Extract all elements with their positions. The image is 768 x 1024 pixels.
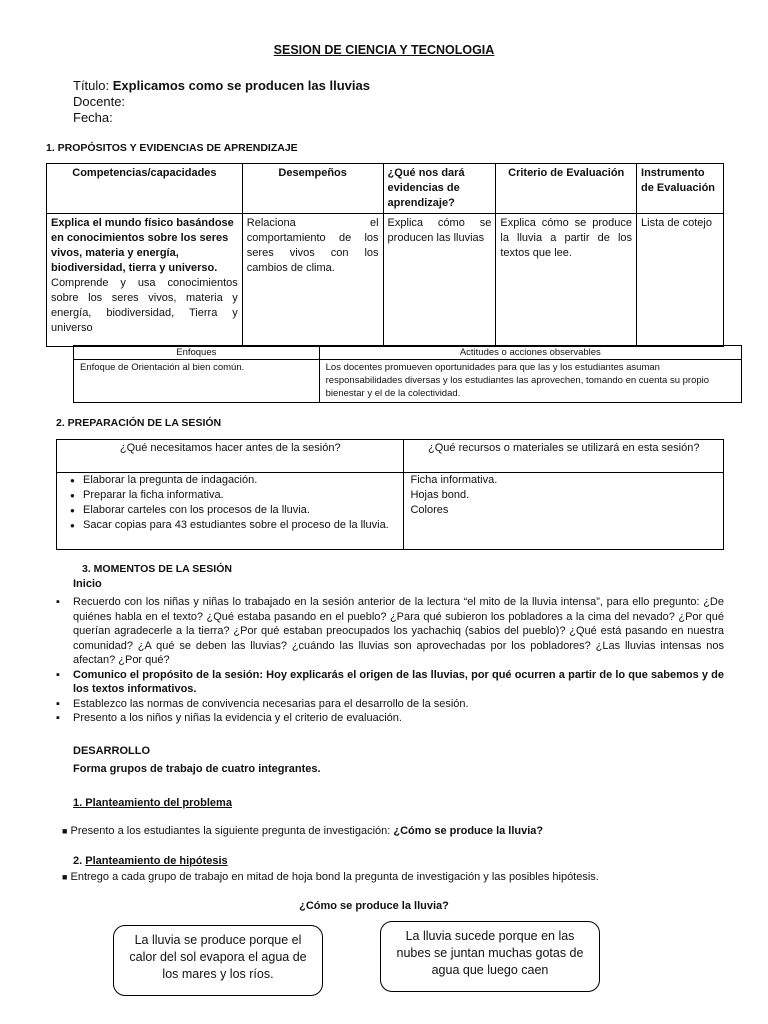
prep-tasks-cell [57,473,404,550]
step2-heading [73,855,228,867]
enfoques-table [73,345,742,403]
center-question: ¿Cómo se produce la lluvia? [299,900,449,912]
actitudes-cell: Los docentes promueven oportunidades para que las y los estudiantes asuman responsabilidades diversas y los estudiantes las aprovechen, tomando en cuenta su propio bienestar y el de la colectividad. [319,360,741,403]
list-item: Colores [410,504,449,516]
step1-line [62,825,543,837]
inicio-bullet-2: ▪ Comunico el propósito de la sesión: Hoy explicarás el origen de las lluvias, por qué ocurren a partir de lo que sabemos y de los textos informativos. [56,668,724,697]
fecha-label: Fecha: [73,110,113,125]
docente-label: Docente: [73,94,126,109]
document-title: SESION DE CIENCIA Y TECNOLOGIA [273,43,495,57]
section1-heading: 1. PROPÓSITOS Y EVIDENCIAS DE APRENDIZAJE [46,142,298,154]
titulo-line [73,78,370,94]
cell-evidencia: Explica cómo se producen las lluvias [383,214,496,347]
col-header-criterio: Criterio de Evaluación [496,164,637,214]
list-item: ● Preparar la ficha informativa. [83,488,397,503]
section2-heading: 2. PREPARACIÓN DE LA SESIÓN [56,417,222,429]
col-header-desempenos: Desempeños [242,164,383,214]
cell-instrumento: Lista de cotejo [637,214,724,347]
cell-criterio: Explica cómo se produce la lluvia a partir de los textos que lee. [496,214,637,347]
inicio-label: Inicio [73,578,102,590]
step2-label: Planteamiento de hipótesis [85,855,228,867]
preparation-table [56,439,724,550]
inicio-bullet-4: ▪ Presento a los niños y niñas la evidencia y el criterio de evaluación. [56,711,724,726]
prep-header-right: ¿Qué recursos o materiales se utilizará en esta sesión? [404,440,724,473]
enfoque-cell: Enfoque de Orientación al bien común. [74,360,320,403]
inicio-bullets [56,595,724,726]
step1-question: ¿Cómo se produce la lluvia? [393,825,544,837]
actitudes-header: Actitudes o acciones observables [319,346,741,360]
hypothesis-card-2 [380,921,600,992]
step2-line [62,871,599,883]
bullet-marker: ■ [62,872,68,882]
hypothesis-1-text: La lluvia se produce porque el calor del sol evapora el agua de los mares y los ríos. [129,933,307,981]
list-item: ● Sacar copias para 43 estudiantes sobre el proceso de la lluvia. [83,518,397,533]
titulo-value: Explicamos como se producen las lluvias [112,78,370,93]
inicio-bullet-1: ▪ Recuerdo con los niñas y niñas lo trabajado en la sesión anterior de la lectura “el mito de la lluvia intensa”, para ello pregunto: ¿De quiénes habla en el texto? ¿Qué estaba pasando en el pueblo? ¿Para qué subieron los pobladores a la cima del nevado? ¿Por qué querían agradecerle a la tierra? ¿Por qué estaban preocupados los yachachiq (sabios del pueblo)? ¿Qué está pasando en nuestra comunidad? ¿A qué se deben las lluvias? ¿cuándo las lluvias son aprovechadas por los pobladores? ¿Las lluvias intensas nos afectan? ¿Por qué? [56,595,724,668]
titulo-label: Título: [73,78,113,93]
step2-text: Entrego a cada grupo de trabajo en mitad de hoja bond la pregunta de investigación y las posibles hipótesis. [70,871,599,883]
desarrollo-label: DESARROLLO [73,745,150,757]
list-item: Ficha informativa. [410,474,498,486]
grupos-text: Forma grupos de trabajo de cuatro integrantes. [73,763,321,775]
list-item: ● Elaborar la pregunta de indagación. [83,473,397,488]
list-item: Hojas bond. [410,489,470,501]
cell-desempeno: Relaciona el comportamiento de los seres vivos con los cambios de clima. [242,214,383,347]
hypothesis-card-1 [113,925,323,996]
list-item: ● Elaborar carteles con los procesos de la lluvia. [83,503,397,518]
step2-number: 2. [73,855,86,867]
bullet-marker: ■ [62,826,68,836]
col-header-instrumento: Instrumento de Evaluación [637,164,724,214]
enfoques-header: Enfoques [74,346,320,360]
competencia-normal: Comprende y usa conocimientos sobre los seres vivos, materia y energía, biodiversidad, Tierra y universo [51,277,238,334]
section3-heading: 3. MOMENTOS DE LA SESIÓN [82,563,232,575]
purposes-table [46,163,724,347]
step1-text: Presento a los estudiantes la siguiente pregunta de investigación: [70,825,394,837]
cell-competencias [47,214,243,347]
step1-heading: 1. Planteamiento del problema [73,797,232,809]
prep-materials-cell [404,473,724,550]
competencia-bold: Explica el mundo físico basándose en conocimientos sobre los seres vivos, materia y energía, biodiversidad, tierra y universo. [51,217,234,274]
col-header-evidencias: ¿Qué nos dará evidencias de aprendizaje? [383,164,496,214]
prep-header-left: ¿Qué necesitamos hacer antes de la sesión? [57,440,404,473]
col-header-competencias: Competencias/capacidades [47,164,243,214]
inicio-bullet-3: ▪ Establezco las normas de convivencia necesarias para el desarrollo de la sesión. [56,697,724,712]
prep-tasks-list [63,473,397,533]
hypothesis-2-text: La lluvia sucede porque en las nubes se juntan muchas gotas de agua que luego caen [396,929,584,977]
